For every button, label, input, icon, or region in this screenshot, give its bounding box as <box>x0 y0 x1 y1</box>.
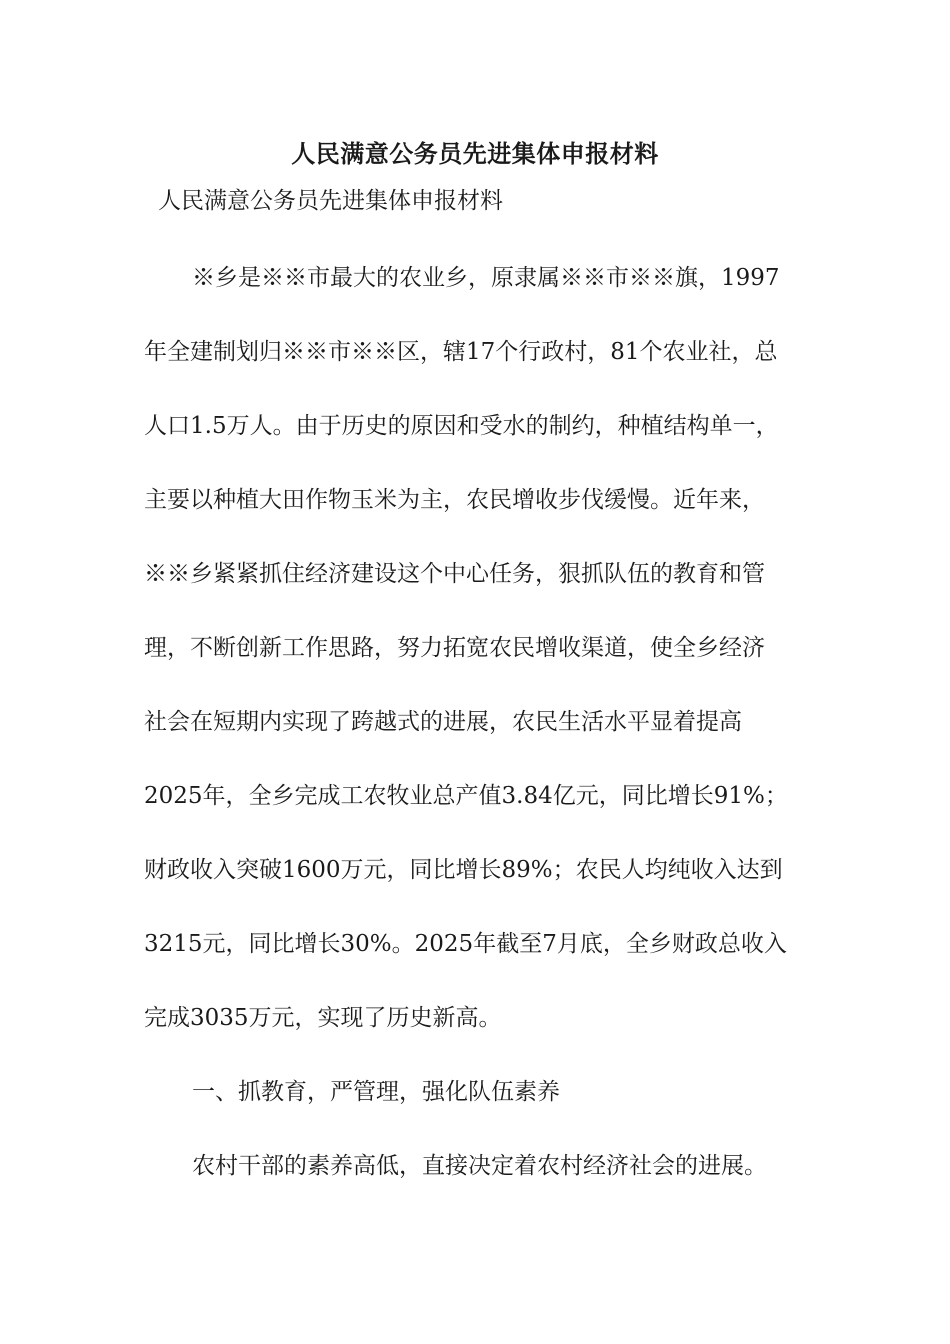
paragraph-line: 年全建制划归※※市※※区，辖17个行政村，81个农业社，总 <box>144 339 778 365</box>
paragraph-line: 社会在短期内实现了跨越式的进展，农民生活水平显着提高 <box>144 709 742 735</box>
paragraph-line: 人口1.5万人。由于历史的原因和受水的制约，种植结构单一， <box>144 413 779 439</box>
paragraph-line: 主要以种植大田作物玉米为主，农民增收步伐缓慢。近年来， <box>144 487 765 513</box>
section-heading: 一、抓教育，严管理，强化队伍素养 <box>192 1079 560 1105</box>
paragraph-line: 理，不断创新工作思路，努力拓宽农民增收渠道，使全乡经济 <box>144 635 765 661</box>
paragraph-line: ※乡是※※市最大的农业乡，原隶属※※市※※旗，1997 <box>192 265 780 291</box>
paragraph-line: 财政收入突破1600万元，同比增长89%；农民人均纯收入达到 <box>144 857 783 883</box>
document-title: 人民满意公务员先进集体申报材料 <box>291 139 659 168</box>
document-subtitle: 人民满意公务员先进集体申报材料 <box>158 188 503 214</box>
paragraph-line: 2025年，全乡完成工农牧业总产值3.84亿元，同比增长91%； <box>144 783 788 809</box>
paragraph-line: 农村干部的素养高低，直接决定着农村经济社会的进展。 <box>192 1153 767 1179</box>
paragraph-line: 完成3035万元，实现了历史新高。 <box>144 1005 502 1031</box>
paragraph-line: ※※乡紧紧抓住经济建设这个中心任务，狠抓队伍的教育和管 <box>144 561 765 587</box>
paragraph-line: 3215元，同比增长30%。2025年截至7月底，全乡财政总收入 <box>144 931 787 957</box>
